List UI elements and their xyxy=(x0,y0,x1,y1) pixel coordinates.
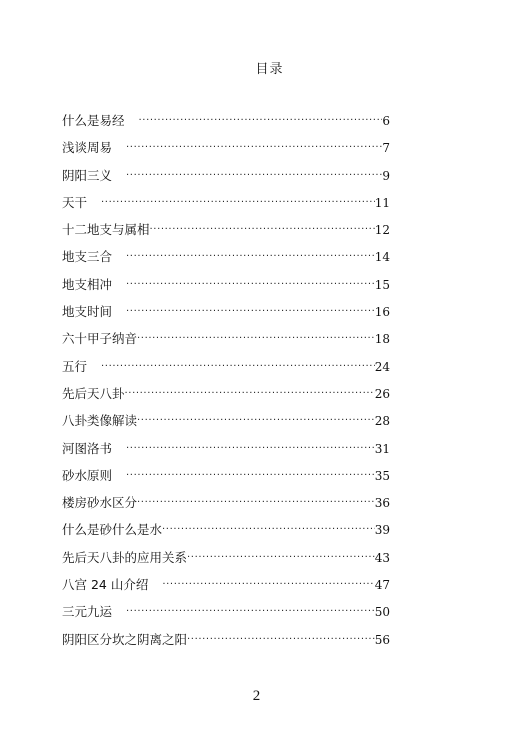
toc-entry[interactable] xyxy=(62,602,390,629)
toc-entry-page: 43 xyxy=(374,550,390,565)
toc-entry-page: 18 xyxy=(374,332,390,347)
toc-entry-page: 26 xyxy=(374,386,390,401)
toc-dot-leader xyxy=(162,524,375,535)
toc-entry[interactable] xyxy=(62,548,390,575)
toc-entry-page: 14 xyxy=(374,250,390,265)
toc-entry-title: 阴阳区分坎之阴离之阳 xyxy=(62,631,188,647)
toc-entry-page: 36 xyxy=(374,496,390,511)
toc-dot-leader xyxy=(139,115,383,126)
toc-entry-page: 28 xyxy=(374,414,390,429)
toc-entry[interactable] xyxy=(62,247,390,274)
toc-entry[interactable] xyxy=(62,630,390,657)
toc-entry-title: 十二地支与属相 xyxy=(62,222,150,238)
toc-entry[interactable] xyxy=(62,193,390,220)
toc-entry-title: 地支相冲 xyxy=(62,276,113,292)
toc-entry-page: 47 xyxy=(374,578,390,593)
toc-dot-leader xyxy=(126,470,375,481)
toc-entry-title: 六十甲子纳音 xyxy=(62,331,138,347)
toc-entry-title: 楼房砂水区分 xyxy=(62,495,138,511)
toc-dot-leader xyxy=(101,197,375,208)
toc-dot-leader xyxy=(126,306,375,317)
toc-dot-leader xyxy=(126,251,375,262)
toc-entry-page: 16 xyxy=(374,305,390,320)
toc-dot-leader xyxy=(137,333,375,344)
page-number: 2 xyxy=(252,688,261,704)
toc-entry-title: 阴阳三义 xyxy=(62,167,113,183)
toc-entry-page: 56 xyxy=(374,632,390,647)
toc-entry[interactable] xyxy=(62,357,390,384)
toc-entry[interactable] xyxy=(62,384,390,411)
toc-entry-title: 三元九运 xyxy=(62,604,113,620)
toc-dot-leader xyxy=(101,361,375,372)
toc-entry[interactable] xyxy=(62,329,390,356)
table-of-contents xyxy=(62,111,390,657)
toc-dot-leader xyxy=(125,388,375,399)
toc-entry[interactable] xyxy=(62,111,390,138)
toc-entry-page: 31 xyxy=(374,441,390,456)
toc-entry-title: 地支三合 xyxy=(62,249,113,265)
toc-entry-page: 35 xyxy=(374,468,390,483)
toc-entry-page: 39 xyxy=(374,523,390,538)
toc-entry[interactable] xyxy=(62,275,390,302)
toc-entry[interactable] xyxy=(62,302,390,329)
toc-entry-title: 地支时间 xyxy=(62,304,113,320)
toc-entry-page: 11 xyxy=(374,195,390,210)
toc-entry[interactable] xyxy=(62,520,390,547)
toc-entry[interactable] xyxy=(62,138,390,165)
toc-entry-title: 天干 xyxy=(62,194,88,210)
toc-dot-leader xyxy=(187,634,375,645)
toc-entry-title: 五行 xyxy=(62,358,88,374)
toc-dot-leader xyxy=(150,224,375,235)
toc-entry-page: 7 xyxy=(382,141,390,156)
toc-dot-leader xyxy=(126,142,382,153)
toc-dot-leader xyxy=(126,170,382,181)
toc-dot-leader xyxy=(126,443,375,454)
toc-entry[interactable] xyxy=(62,411,390,438)
toc-entry-title: 先后天八卦 xyxy=(62,385,125,401)
toc-entry-page: 50 xyxy=(374,605,390,620)
toc-dot-leader xyxy=(187,552,375,563)
toc-dot-leader xyxy=(137,415,375,426)
page-title: 目录 xyxy=(255,62,284,77)
toc-entry-title: 砂水原则 xyxy=(62,467,113,483)
toc-entry-title: 什么是砂什么是水 xyxy=(62,522,163,538)
toc-entry-title: 浅谈周易 xyxy=(62,140,113,156)
toc-entry[interactable] xyxy=(62,166,390,193)
toc-entry[interactable] xyxy=(62,439,390,466)
toc-entry-title: 什么是易经 xyxy=(62,113,125,128)
toc-entry-page: 15 xyxy=(374,277,390,292)
toc-entry-title: 先后天八卦的应用关系 xyxy=(62,549,188,565)
toc-entry-page: 6 xyxy=(382,114,390,128)
toc-entry[interactable] xyxy=(62,575,390,602)
toc-dot-leader xyxy=(126,606,375,617)
toc-entry-page: 9 xyxy=(382,168,390,183)
toc-entry[interactable] xyxy=(62,220,390,247)
toc-entry-title: 八卦类像解读 xyxy=(62,413,138,429)
toc-entry[interactable] xyxy=(62,493,390,520)
toc-dot-leader xyxy=(162,579,374,590)
toc-dot-leader xyxy=(126,279,375,290)
toc-entry-title: 八宫 24 山介绍 xyxy=(62,577,149,593)
toc-entry-page: 24 xyxy=(374,359,390,374)
toc-entry-title: 河图洛书 xyxy=(62,440,113,456)
toc-entry[interactable] xyxy=(62,466,390,493)
toc-entry-page: 12 xyxy=(374,223,390,238)
toc-dot-leader xyxy=(137,497,375,508)
